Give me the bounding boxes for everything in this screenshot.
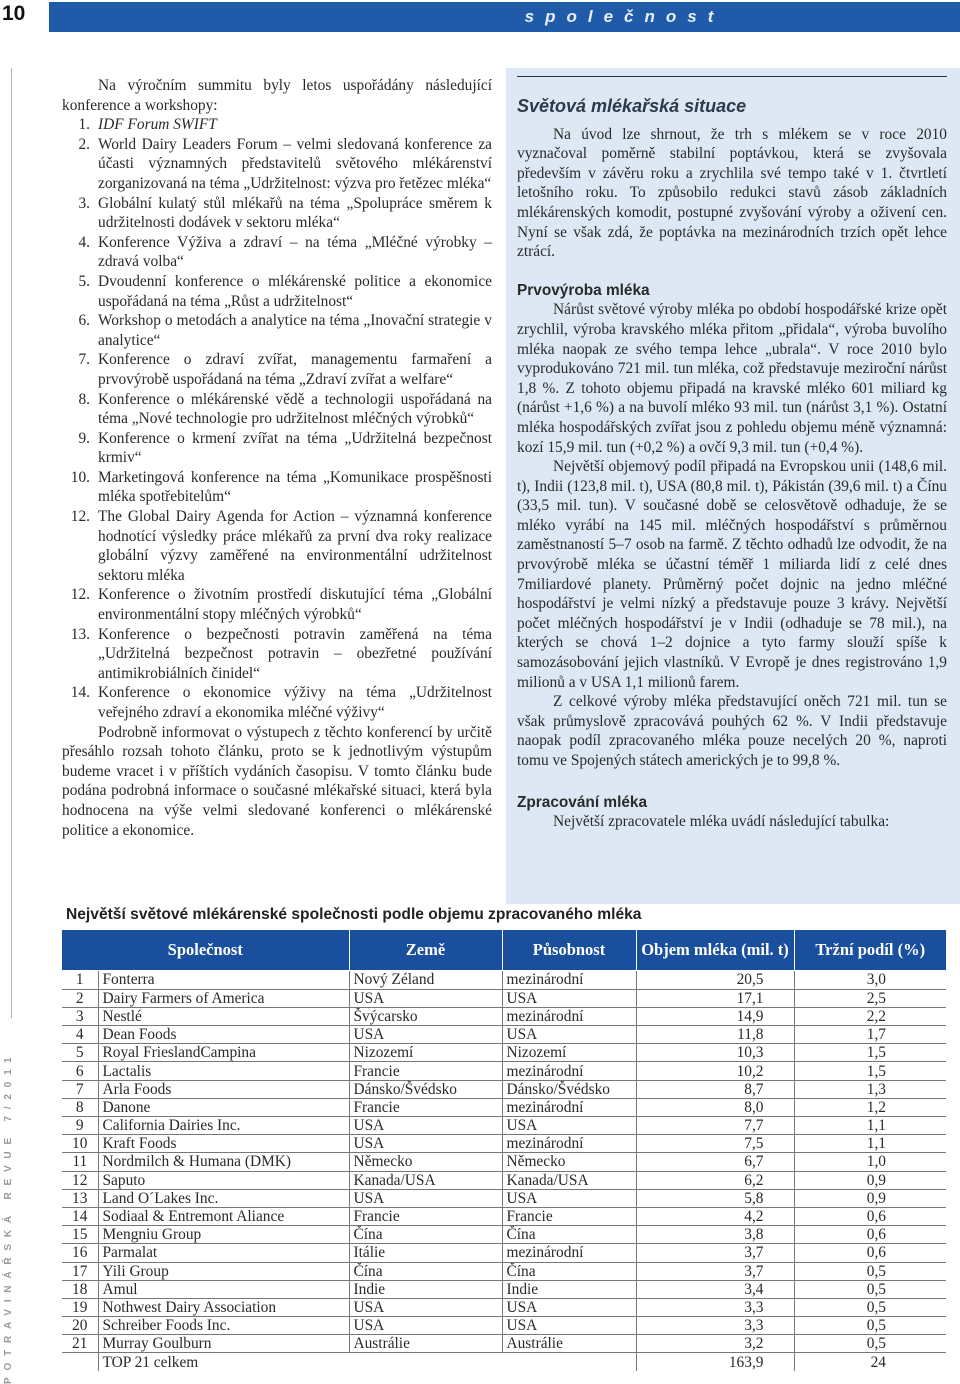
company-cell: Parmalat bbox=[98, 1244, 349, 1262]
table-row bbox=[62, 989, 946, 1007]
closing-paragraph: Podrobně informovat o výstupech z těchto konferencí by určitě přesáhlo rozsah tohoto článku, proto se k jednotlivým výstupům budeme vracet i v příštích vydáních časopisu. V tomto článku bude podána podrobná informace o současné mlékařské situaci, která byla hodnocena na výše velmi sledované konferenci o mlékárenské politice a ekonomice. bbox=[62, 723, 492, 839]
volume-cell: 8,7 bbox=[636, 1080, 794, 1098]
section-header bbox=[49, 2, 960, 32]
company-cell: Kraft Foods bbox=[98, 1135, 349, 1153]
list-item: 14. Konference o ekonomice výživy na téma „Udržitelnost veřejného zdraví a ekonomika mléčné výživy“ bbox=[70, 684, 492, 721]
scope-cell: Čína bbox=[502, 1226, 636, 1244]
side-divider bbox=[11, 68, 12, 1018]
table-row bbox=[62, 971, 946, 989]
list-item: 12. The Global Dairy Agenda for Action – významná konference hodnotící výsledky práce mlékařů za první dva roky realizace globální výzvy zaměřené na environmentální udržitelnost sektoru mléka bbox=[70, 508, 492, 584]
company-cell: Sodiaal & Entremont Aliance bbox=[98, 1207, 349, 1225]
volume-cell: 3,4 bbox=[636, 1280, 794, 1298]
table-row bbox=[62, 1171, 946, 1189]
country-cell: Německo bbox=[349, 1153, 502, 1171]
share-cell: 1,2 bbox=[794, 1098, 946, 1116]
scope-cell: mezinárodní bbox=[502, 1007, 636, 1025]
scope-cell bbox=[502, 1353, 636, 1371]
list-item: 4. Konference Výživa a zdraví – na téma „Mléčné výrobky – zdravá volba“ bbox=[78, 233, 492, 271]
country-cell: USA bbox=[349, 1189, 502, 1207]
col-header-scope: Působnost bbox=[502, 930, 636, 970]
row-number: 18 bbox=[62, 1280, 98, 1298]
table-row bbox=[62, 1280, 946, 1298]
table-row bbox=[62, 1317, 946, 1335]
table-row bbox=[62, 1062, 946, 1080]
table-row bbox=[62, 1189, 946, 1207]
share-cell: 3,0 bbox=[794, 971, 946, 989]
box-subheading: Zpracování mléka bbox=[517, 793, 648, 811]
list-item: 10. Marketingová konference na téma „Komunikace prospěšnosti mléka spotřebitelům“ bbox=[70, 468, 492, 506]
share-cell: 0,5 bbox=[794, 1317, 946, 1335]
volume-cell: 3,3 bbox=[636, 1317, 794, 1335]
list-item: 8. Konference o mlékárenské vědě a technologii uspořádaná na téma „Nové technologie pro udržitelnost mléčných výrobků“ bbox=[78, 390, 492, 428]
box-paragraph: Z celkové výroby mléka představující oněch 721 mil. tun se však průmyslově zpracovává pouhých 62 %. V Indii představuje naopak podíl zpracovaného mléka pouze necelých 20 %, naproti tomu ve Spojených státech amerických je to 99,8 %. bbox=[517, 693, 947, 769]
box-paragraph: Největší zpracovatele mléka uvádí následující tabulka: bbox=[553, 813, 890, 831]
row-number: 7 bbox=[62, 1080, 98, 1098]
share-cell: 0,5 bbox=[794, 1280, 946, 1298]
volume-cell: 14,9 bbox=[636, 1007, 794, 1025]
total-label: TOP 21 celkem bbox=[98, 1353, 349, 1371]
volume-cell: 8,0 bbox=[636, 1098, 794, 1116]
country-cell: USA bbox=[349, 1117, 502, 1135]
row-number: 5 bbox=[62, 1044, 98, 1062]
share-cell: 1,5 bbox=[794, 1044, 946, 1062]
scope-cell: mezinárodní bbox=[502, 971, 636, 989]
country-cell: Čína bbox=[349, 1226, 502, 1244]
company-cell: Fonterra bbox=[98, 971, 349, 989]
volume-cell: 3,7 bbox=[636, 1262, 794, 1280]
list-item: 1. IDF Forum SWIFT bbox=[78, 116, 217, 134]
journal-side-label: POTRAVINÁŘSKÁ REVUE 7/2011 bbox=[3, 1050, 14, 1384]
table-row bbox=[62, 1098, 946, 1116]
company-cell: Dairy Farmers of America bbox=[98, 989, 349, 1007]
volume-cell: 10,3 bbox=[636, 1044, 794, 1062]
list-item: 13. Konference o bezpečnosti potravin zaměřená na téma „Udržitelná bezpečnost potravin – obezřetné používání antimikrobiálních činidel“ bbox=[70, 625, 492, 682]
col-header-share: Tržní podíl (%) bbox=[794, 930, 946, 970]
share-cell: 0,9 bbox=[794, 1189, 946, 1207]
share-cell: 1,1 bbox=[794, 1135, 946, 1153]
sidebar-box bbox=[517, 76, 947, 832]
section-title: společnost bbox=[524, 7, 725, 26]
country-cell: Indie bbox=[349, 1280, 502, 1298]
share-cell: 0,6 bbox=[794, 1207, 946, 1225]
company-cell: Nordmilch & Humana (DMK) bbox=[98, 1153, 349, 1171]
table-row bbox=[62, 1044, 946, 1062]
box-title: Světová mlékařská situace bbox=[517, 96, 747, 116]
volume-cell: 6,2 bbox=[636, 1171, 794, 1189]
scope-cell: USA bbox=[502, 1317, 636, 1335]
country-cell: Francie bbox=[349, 1098, 502, 1116]
table-row bbox=[62, 1135, 946, 1153]
country-cell: USA bbox=[349, 1135, 502, 1153]
table-row bbox=[62, 1244, 946, 1262]
row-number: 4 bbox=[62, 1026, 98, 1044]
table-row bbox=[62, 1262, 946, 1280]
volume-cell: 3,3 bbox=[636, 1298, 794, 1316]
company-cell: Amul bbox=[98, 1280, 349, 1298]
scope-cell: mezinárodní bbox=[502, 1098, 636, 1116]
country-cell: Kanada/USA bbox=[349, 1171, 502, 1189]
company-cell: Land O´Lakes Inc. bbox=[98, 1189, 349, 1207]
row-number: 8 bbox=[62, 1098, 98, 1116]
scope-cell: USA bbox=[502, 1026, 636, 1044]
scope-cell: Nizozemí bbox=[502, 1044, 636, 1062]
total-share: 24 bbox=[794, 1353, 946, 1371]
events-list bbox=[62, 115, 492, 722]
share-cell: 2,5 bbox=[794, 989, 946, 1007]
list-item: 12. Konference o životním prostředí diskutující téma „Globální environmentální stopy mléčných výrobků“ bbox=[70, 586, 492, 624]
share-cell: 1,5 bbox=[794, 1062, 946, 1080]
company-cell: Lactalis bbox=[98, 1062, 349, 1080]
volume-cell: 10,2 bbox=[636, 1062, 794, 1080]
scope-cell: mezinárodní bbox=[502, 1244, 636, 1262]
table-row bbox=[62, 1335, 946, 1353]
volume-cell: 17,1 bbox=[636, 989, 794, 1007]
company-cell: Danone bbox=[98, 1098, 349, 1116]
table-row bbox=[62, 1026, 946, 1044]
row-number: 2 bbox=[62, 989, 98, 1007]
share-cell: 0,5 bbox=[794, 1262, 946, 1280]
row-number: 11 bbox=[62, 1153, 98, 1171]
volume-cell: 11,8 bbox=[636, 1026, 794, 1044]
box-paragraph: Na úvod lze shrnout, že trh s mlékem se v roce 2010 vyznačoval poměrně stabilní poptávkou, která se zvyšovala především v závěru roku a zrychlila své tempo také v 1. čtvrtletí letošního roku. To způsobilo redukci stavů zásob základních mlékárenských komodit, postupné zvyšování výroby a oživení cen. Nyní se však zdá, že poptávka na mezinárodních trzích opět lehce ztrácí. bbox=[517, 125, 947, 261]
company-cell: Mengniu Group bbox=[98, 1226, 349, 1244]
row-number bbox=[62, 1353, 98, 1371]
share-cell: 0,5 bbox=[794, 1298, 946, 1316]
company-cell: California Dairies Inc. bbox=[98, 1117, 349, 1135]
row-number: 21 bbox=[62, 1335, 98, 1353]
company-cell: Nestlé bbox=[98, 1007, 349, 1025]
scope-cell: mezinárodní bbox=[502, 1062, 636, 1080]
share-cell: 0,6 bbox=[794, 1244, 946, 1262]
company-cell: Dean Foods bbox=[98, 1026, 349, 1044]
list-item: 9. Konference o krmení zvířat na téma „Udržitelná bezpečnost krmiv“ bbox=[78, 429, 492, 467]
share-cell: 1,3 bbox=[794, 1080, 946, 1098]
scope-cell: Austrálie bbox=[502, 1335, 636, 1353]
scope-cell: Dánsko/Švédsko bbox=[502, 1080, 636, 1098]
table-title: Největší světové mlékárenské společnosti podle objemu zpracovaného mléka bbox=[66, 906, 642, 923]
table-row bbox=[62, 1207, 946, 1225]
volume-cell: 20,5 bbox=[636, 971, 794, 989]
country-cell: Itálie bbox=[349, 1244, 502, 1262]
country-cell: USA bbox=[349, 1026, 502, 1044]
volume-cell: 4,2 bbox=[636, 1207, 794, 1225]
row-number: 6 bbox=[62, 1062, 98, 1080]
scope-cell: USA bbox=[502, 1189, 636, 1207]
list-item: 6. Workshop o metodách a analytice na téma „Inovační strategie v analytice“ bbox=[78, 312, 492, 349]
col-header-company: Společnost bbox=[62, 930, 349, 970]
row-number: 10 bbox=[62, 1135, 98, 1153]
volume-cell: 3,7 bbox=[636, 1244, 794, 1262]
company-cell: Saputo bbox=[98, 1171, 349, 1189]
scope-cell: Francie bbox=[502, 1207, 636, 1225]
scope-cell: Indie bbox=[502, 1280, 636, 1298]
share-cell: 2,2 bbox=[794, 1007, 946, 1025]
country-cell bbox=[349, 1353, 502, 1371]
box-rule bbox=[517, 76, 947, 77]
list-item: 7. Konference o zdraví zvířat, managementu farmaření a prvovýrobě uspořádaná na téma „Zdraví zvířat a welfare“ bbox=[78, 351, 492, 388]
scope-cell: USA bbox=[502, 1117, 636, 1135]
table-row bbox=[62, 1226, 946, 1244]
table-row bbox=[62, 1117, 946, 1135]
table-row bbox=[62, 1080, 946, 1098]
country-cell: Švýcarsko bbox=[349, 1007, 502, 1025]
row-number: 3 bbox=[62, 1007, 98, 1025]
country-cell: USA bbox=[349, 989, 502, 1007]
list-item: 5. Dvoudenní konference o mlékárenské politice a ekonomice uspořádaná na téma „Růst a udržitelnost“ bbox=[78, 272, 492, 310]
country-cell: Francie bbox=[349, 1207, 502, 1225]
share-cell: 1,1 bbox=[794, 1117, 946, 1135]
row-number: 14 bbox=[62, 1207, 98, 1225]
country-cell: Francie bbox=[349, 1062, 502, 1080]
list-item: 3. Globální kulatý stůl mlékařů na téma „Spolupráce směrem k udržitelnosti dodávek v sektoru mléka“ bbox=[78, 194, 492, 232]
table-row bbox=[62, 1298, 946, 1316]
box-paragraph: Největší objemový podíl připadá na Evropskou unii (148,6 mil. t), Indii (123,8 mil. t), USA (80,8 mil. t), Pákistán (39,6 mil. t) a Čínu (33,5 mil. tun). V současné době se celosvětově odhaduje, že se mléko vyrábí na 145 mil. mléčných hospodářství s průměrnou zaměstnaností 5–7 osob na farmě. Z těchto odhadů lze odvodit, že na prvovýrobě mléka se účastní téměř 1 miliarda lidí z celé dnes 7miliardové planety. Průměrný počet dojnic na jedno mléčné hospodářství je velmi nízký a představuje pouze 3 krávy. Největší počet mléčných hospodářství je v Indii (odhaduje se 78 mil.), na kterých se chová 1–2 dojnice a tyto farmy slouží spíše k samozásobování jejich vlastníků. V Evropě je dnes registrováno 1,9 milionů a v USA 1,1 milionů farem. bbox=[517, 458, 947, 691]
country-cell: Austrálie bbox=[349, 1335, 502, 1353]
volume-cell: 7,7 bbox=[636, 1117, 794, 1135]
page-number: 10 bbox=[2, 2, 26, 25]
scope-cell: mezinárodní bbox=[502, 1135, 636, 1153]
share-cell: 0,9 bbox=[794, 1171, 946, 1189]
company-cell: Royal FrieslandCampina bbox=[98, 1044, 349, 1062]
row-number: 13 bbox=[62, 1189, 98, 1207]
country-cell: USA bbox=[349, 1298, 502, 1316]
volume-cell: 5,8 bbox=[636, 1189, 794, 1207]
volume-cell: 3,2 bbox=[636, 1335, 794, 1353]
volume-cell: 3,8 bbox=[636, 1226, 794, 1244]
total-volume: 163,9 bbox=[636, 1353, 794, 1371]
country-cell: USA bbox=[349, 1317, 502, 1335]
country-cell: Nizozemí bbox=[349, 1044, 502, 1062]
row-number: 17 bbox=[62, 1262, 98, 1280]
row-number: 1 bbox=[62, 971, 98, 989]
volume-cell: 7,5 bbox=[636, 1135, 794, 1153]
company-cell: Murray Goulburn bbox=[98, 1335, 349, 1353]
scope-cell: Kanada/USA bbox=[502, 1171, 636, 1189]
row-number: 20 bbox=[62, 1317, 98, 1335]
company-cell: Yili Group bbox=[98, 1262, 349, 1280]
row-number: 15 bbox=[62, 1226, 98, 1244]
share-cell: 0,5 bbox=[794, 1335, 946, 1353]
row-number: 12 bbox=[62, 1171, 98, 1189]
scope-cell: USA bbox=[502, 989, 636, 1007]
scope-cell: Čína bbox=[502, 1262, 636, 1280]
row-number: 16 bbox=[62, 1244, 98, 1262]
scope-cell: USA bbox=[502, 1298, 636, 1316]
share-cell: 1,7 bbox=[794, 1026, 946, 1044]
total-row bbox=[62, 1353, 946, 1371]
country-cell: Dánsko/Švédsko bbox=[349, 1080, 502, 1098]
company-cell: Schreiber Foods Inc. bbox=[98, 1317, 349, 1335]
country-cell: Čína bbox=[349, 1262, 502, 1280]
table-row bbox=[62, 1153, 946, 1171]
share-cell: 0,6 bbox=[794, 1226, 946, 1244]
company-cell: Nothwest Dairy Association bbox=[98, 1298, 349, 1316]
row-number: 9 bbox=[62, 1117, 98, 1135]
col-header-country: Země bbox=[349, 930, 502, 970]
intro-paragraph: Na výročním summitu byly letos uspořádány následující konference a workshopy: bbox=[62, 77, 492, 114]
box-paragraph: Nárůst světové výroby mléka po období hospodářské krize opět zrychlil, výroba kravského mléka přitom „přidala“, výroba buvolího mléka naopak ze svého tempa lehce „ubrala“. V roce 2010 bylo vyprodukováno 721 mil. tun mléka, což představuje meziroční nárůst 1,8 %. Z tohoto objemu připadá na kravské mléko 601 miliard kg (nárůst +1,6 %) a na buvolí mléko 93 mil. tun (nárůst 3,1 %). Ostatní mléka hospodářských zvířat jsou z pohledu objemu méně významná: kozí 15,9 mil. tun (+0,2 %) a ovčí 9,3 mil. tun (+0,4 %). bbox=[517, 301, 947, 456]
col-header-volume: Objem mléka (mil. t) bbox=[636, 930, 794, 970]
row-number: 19 bbox=[62, 1298, 98, 1316]
companies-table bbox=[62, 930, 946, 1371]
share-cell: 1,0 bbox=[794, 1153, 946, 1171]
box-subheading: Prvovýroba mléka bbox=[517, 281, 650, 299]
list-item: 2. World Dairy Leaders Forum – velmi sledovaná konference za účasti významných představitelů světového mlékárenství zorganizovaná na téma „Udržitelnost: výzva pro řetězec mléka“ bbox=[78, 135, 492, 192]
scope-cell: Německo bbox=[502, 1153, 636, 1171]
volume-cell: 6,7 bbox=[636, 1153, 794, 1171]
country-cell: Nový Zéland bbox=[349, 971, 502, 989]
company-cell: Arla Foods bbox=[98, 1080, 349, 1098]
left-column bbox=[62, 76, 492, 840]
table-row bbox=[62, 1007, 946, 1025]
